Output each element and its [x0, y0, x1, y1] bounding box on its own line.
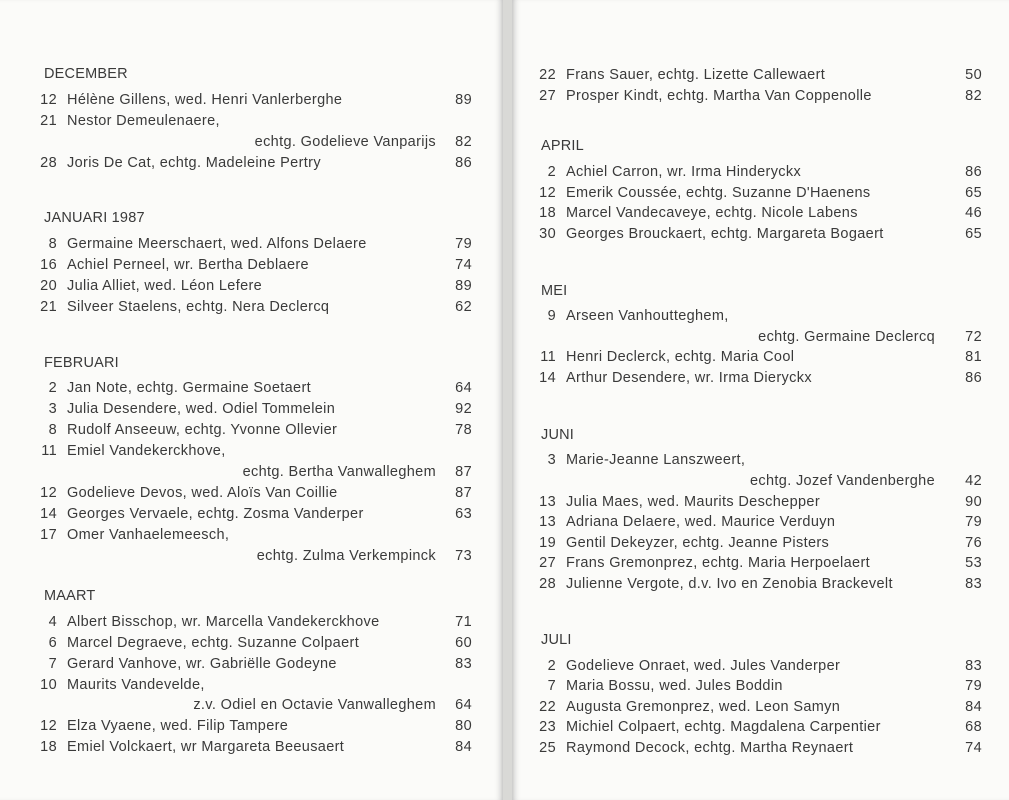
age-value: 62 — [455, 299, 472, 315]
day-number: 8 — [48, 422, 57, 438]
page-fold — [503, 0, 512, 800]
age-value: 63 — [455, 506, 472, 522]
entry-text: Hélène Gillens, wed. Henri Vanlerberghe — [67, 92, 343, 108]
day-number: 28 — [539, 576, 556, 592]
entry-text: Michiel Colpaert, echtg. Magdalena Carpentier — [566, 719, 881, 735]
age-value: 78 — [455, 422, 472, 438]
day-number: 13 — [539, 514, 556, 530]
day-number: 6 — [48, 635, 57, 651]
age-value: 86 — [965, 370, 982, 386]
day-number: 22 — [539, 699, 556, 715]
entry-text: Nestor Demeulenaere, — [67, 113, 220, 129]
day-number: 28 — [40, 155, 57, 171]
entry-text: echtg. Bertha Vanwalleghem — [242, 464, 436, 480]
age-value: 82 — [455, 134, 472, 150]
age-value: 64 — [455, 380, 472, 396]
day-number: 10 — [40, 677, 57, 693]
entry-text: Marcel Vandecaveye, echtg. Nicole Labens — [566, 205, 858, 221]
entry-text: Godelieve Onraet, wed. Jules Vanderper — [566, 658, 841, 674]
age-value: 81 — [965, 349, 982, 365]
day-number: 12 — [40, 485, 57, 501]
age-value: 46 — [965, 205, 982, 221]
entry-text: Joris De Cat, echtg. Madeleine Pertry — [67, 155, 321, 171]
entry-text: Maria Bossu, wed. Jules Boddin — [566, 678, 783, 694]
day-number: 9 — [547, 308, 556, 324]
age-value: 89 — [455, 278, 472, 294]
entry-text: Julia Desendere, wed. Odiel Tommelein — [67, 401, 336, 417]
entry-text: echtg. Germaine Declercq — [758, 329, 935, 345]
entry-text: Frans Gremonprez, echtg. Maria Herpoelaert — [566, 555, 871, 571]
entry-text: Julia Maes, wed. Maurits Deschepper — [566, 494, 821, 510]
age-value: 84 — [965, 699, 982, 715]
day-number: 21 — [40, 113, 57, 129]
day-number: 3 — [48, 401, 57, 417]
age-value: 82 — [965, 88, 982, 104]
list-item-continuation — [0, 464, 503, 484]
day-number: 18 — [40, 739, 57, 755]
day-number: 7 — [547, 678, 556, 694]
day-number: 12 — [539, 185, 556, 201]
age-value: 42 — [965, 473, 982, 489]
day-number: 14 — [539, 370, 556, 386]
age-value: 74 — [455, 257, 472, 273]
entry-text: Prosper Kindt, echtg. Martha Van Coppenolle — [566, 88, 872, 104]
age-value: 89 — [455, 92, 472, 108]
entry-text: echtg. Jozef Vandenberghe — [749, 473, 935, 489]
month-heading-maart: MAART — [44, 588, 96, 604]
age-value: 87 — [455, 464, 472, 480]
day-number: 30 — [539, 226, 556, 242]
entry-text: Georges Brouckaert, echtg. Margareta Bogaert — [566, 226, 884, 242]
age-value: 83 — [965, 658, 982, 674]
age-value: 83 — [455, 656, 472, 672]
entry-text: z.v. Odiel en Octavie Vanwalleghem — [193, 697, 436, 713]
list-item-continuation — [0, 548, 503, 568]
age-value: 65 — [965, 185, 982, 201]
age-value: 84 — [455, 739, 472, 755]
age-value: 73 — [455, 548, 472, 564]
age-value: 60 — [455, 635, 472, 651]
entry-text: Omer Vanhaelemeesch, — [67, 527, 230, 543]
entry-text: Albert Bisschop, wr. Marcella Vandekerckhove — [67, 614, 380, 630]
age-value: 68 — [965, 719, 982, 735]
day-number: 11 — [41, 443, 57, 459]
day-number: 14 — [40, 506, 57, 522]
entry-text: Gerard Vanhove, wr. Gabriëlle Godeyne — [67, 656, 337, 672]
entry-text: Julienne Vergote, d.v. Ivo en Zenobia Brackevelt — [566, 576, 893, 592]
right-page — [512, 0, 1009, 800]
entry-text: Emiel Volckaert, wr Margareta Beeusaert — [67, 739, 345, 755]
month-heading-juli: JULI — [541, 632, 572, 648]
age-value: 80 — [455, 718, 472, 734]
day-number: 18 — [539, 205, 556, 221]
entry-text: Frans Sauer, echtg. Lizette Callewaert — [566, 67, 826, 83]
age-value: 86 — [965, 164, 982, 180]
day-number: 22 — [539, 67, 556, 83]
entry-text: Julia Alliet, wed. Léon Lefere — [67, 278, 263, 294]
entry-text: Raymond Decock, echtg. Martha Reynaert — [566, 740, 854, 756]
day-number: 21 — [40, 299, 57, 315]
age-value: 71 — [455, 614, 472, 630]
age-value: 72 — [965, 329, 982, 345]
day-number: 27 — [539, 88, 556, 104]
entry-text: Silveer Staelens, echtg. Nera Declercq — [67, 299, 330, 315]
month-heading-december: DECEMBER — [44, 66, 128, 82]
age-value: 79 — [965, 678, 982, 694]
day-number: 27 — [539, 555, 556, 571]
entry-text: Maurits Vandevelde, — [67, 677, 205, 693]
age-value: 87 — [455, 485, 472, 501]
age-value: 53 — [965, 555, 982, 571]
month-heading-februari: FEBRUARI — [44, 355, 119, 371]
list-item-continuation — [0, 134, 503, 154]
day-number: 12 — [40, 92, 57, 108]
age-value: 64 — [455, 697, 472, 713]
entry-text: Adriana Delaere, wed. Maurice Verduyn — [566, 514, 836, 530]
entry-text: Emiel Vandekerckhove, — [67, 443, 226, 459]
month-heading-april: APRIL — [541, 138, 584, 154]
day-number: 2 — [48, 380, 57, 396]
left-page — [0, 0, 503, 800]
day-number: 20 — [40, 278, 57, 294]
day-number: 25 — [539, 740, 556, 756]
day-number: 8 — [48, 236, 57, 252]
day-number: 4 — [48, 614, 57, 630]
entry-text: Emerik Coussée, echtg. Suzanne D'Haenens — [566, 185, 871, 201]
entry-text: Arseen Vanhoutteghem, — [566, 308, 729, 324]
age-value: 83 — [965, 576, 982, 592]
entry-text: Augusta Gremonprez, wed. Leon Samyn — [566, 699, 841, 715]
entry-text: Elza Vyaene, wed. Filip Tampere — [67, 718, 289, 734]
age-value: 79 — [455, 236, 472, 252]
age-value: 86 — [455, 155, 472, 171]
day-number: 12 — [40, 718, 57, 734]
age-value: 79 — [965, 514, 982, 530]
entry-text: Henri Declerck, echtg. Maria Cool — [566, 349, 795, 365]
day-number: 19 — [539, 535, 556, 551]
entry-text: Rudolf Anseeuw, echtg. Yvonne Ollevier — [67, 422, 338, 438]
list-item-continuation — [512, 473, 1009, 493]
entry-text: Godelieve Devos, wed. Aloïs Van Coillie — [67, 485, 338, 501]
entry-text: Germaine Meerschaert, wed. Alfons Delaere — [67, 236, 367, 252]
age-value: 76 — [965, 535, 982, 551]
day-number: 2 — [547, 164, 556, 180]
entry-text: Marcel Degraeve, echtg. Suzanne Colpaert — [67, 635, 360, 651]
month-heading-januari: JANUARI 1987 — [44, 210, 145, 226]
age-value: 50 — [965, 67, 982, 83]
day-number: 13 — [539, 494, 556, 510]
day-number: 2 — [547, 658, 556, 674]
age-value: 74 — [965, 740, 982, 756]
day-number: 11 — [540, 349, 556, 365]
entry-text: Marie-Jeanne Lanszweert, — [566, 452, 746, 468]
list-item-continuation — [512, 329, 1009, 349]
month-heading-juni: JUNI — [541, 427, 575, 443]
month-heading-mei: MEI — [541, 283, 568, 299]
age-value: 65 — [965, 226, 982, 242]
age-value: 92 — [455, 401, 472, 417]
day-number: 17 — [40, 527, 57, 543]
day-number: 7 — [48, 656, 57, 672]
day-number: 3 — [547, 452, 556, 468]
age-value: 90 — [965, 494, 982, 510]
entry-text: echtg. Godelieve Vanparijs — [254, 134, 436, 150]
entry-text: Gentil Dekeyzer, echtg. Jeanne Pisters — [566, 535, 830, 551]
day-number: 16 — [40, 257, 57, 273]
entry-text: Achiel Perneel, wr. Bertha Deblaere — [67, 257, 309, 273]
entry-text: Georges Vervaele, echtg. Zosma Vanderper — [67, 506, 364, 522]
day-number: 23 — [539, 719, 556, 735]
entry-text: Arthur Desendere, wr. Irma Dieryckx — [566, 370, 812, 386]
entry-text: Jan Note, echtg. Germaine Soetaert — [67, 380, 312, 396]
entry-text: echtg. Zulma Verkempinck — [256, 548, 436, 564]
list-item-continuation — [0, 697, 503, 717]
entry-text: Achiel Carron, wr. Irma Hinderyckx — [566, 164, 802, 180]
